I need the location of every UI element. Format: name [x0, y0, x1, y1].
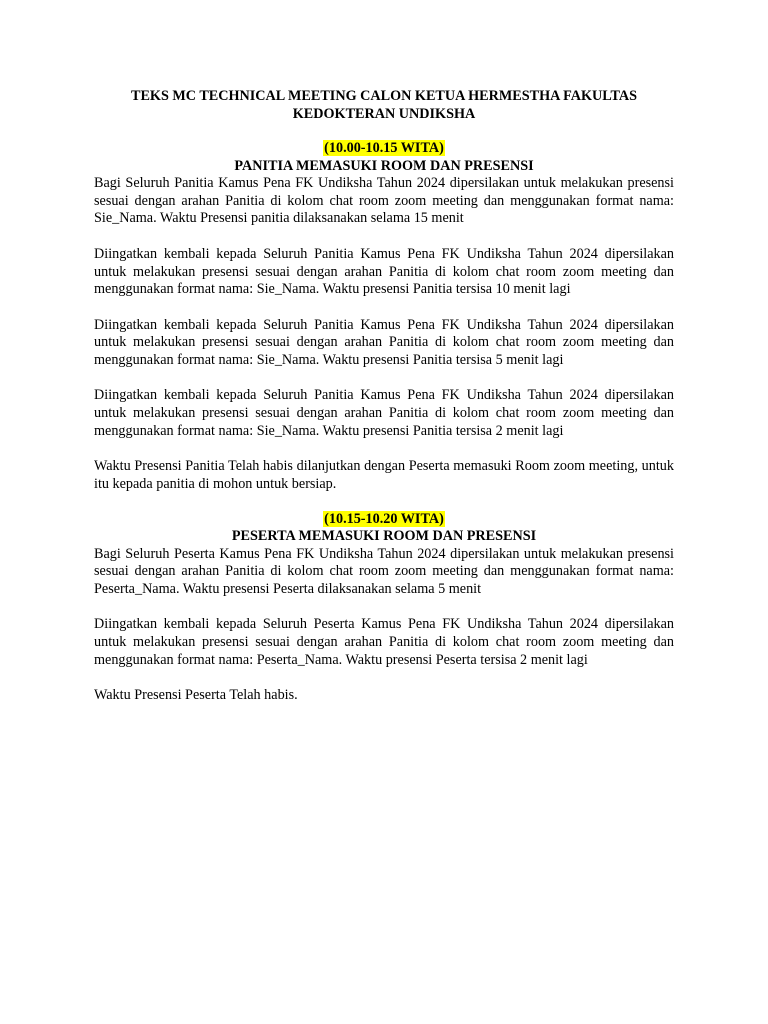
- paragraph: Diingatkan kembali kepada Seluruh Panitia Kamus Pena FK Undiksha Tahun 2024 dipersilakan untuk melakukan presensi sesuai dengan arahan Panitia di kolom chat room zoom meeting dan menggunakan format nama: Sie_Nama. Waktu presensi Panitia tersisa 10 menit lagi: [94, 245, 674, 298]
- section-heading: PESERTA MEMASUKI ROOM DAN PRESENSI: [231, 528, 537, 545]
- document-page: [94, 88, 674, 705]
- section-peserta: [94, 511, 674, 705]
- paragraph: Diingatkan kembali kepada Seluruh Panitia Kamus Pena FK Undiksha Tahun 2024 dipersilakan untuk melakukan presensi sesuai dengan arahan Panitia di kolom chat room zoom meeting dan menggunakan format nama: Sie_Nama. Waktu presensi Panitia tersisa 2 menit lagi: [94, 387, 674, 439]
- time-badge: (10.15-10.20 WITA): [324, 510, 444, 527]
- document-title: TEKS MC TECHNICAL MEETING CALON KETUA HERMESTHA FAKULTAS KEDOKTERAN UNDIKSHA: [131, 88, 637, 122]
- paragraph: Waktu Presensi Peserta Telah habis.: [94, 687, 298, 704]
- paragraph: Waktu Presensi Panitia Telah habis dilanjutkan dengan Peserta memasuki Room zoom meeting, untuk itu kepada panitia di mohon untuk bersiap.: [94, 458, 674, 492]
- paragraph: Bagi Seluruh Panitia Kamus Pena FK Undiksha Tahun 2024 dipersilakan untuk melakukan presensi sesuai dengan arahan Panitia di kolom chat room zoom meeting dan menggunakan format nama: Sie_Nama. Waktu Presensi panitia dilaksanakan selama 15 menit: [94, 175, 674, 227]
- time-badge: (10.00-10.15 WITA): [324, 140, 444, 156]
- paragraph: Diingatkan kembali kepada Seluruh Panitia Kamus Pena FK Undiksha Tahun 2024 dipersilakan untuk melakukan presensi sesuai dengan arahan Panitia di kolom chat room zoom meeting dan menggunakan format nama: Sie_Nama. Waktu presensi Panitia tersisa 5 menit lagi: [94, 316, 674, 368]
- section-heading: PANITIA MEMASUKI ROOM DAN PRESENSI: [234, 157, 534, 174]
- section-panitia: [94, 140, 674, 494]
- paragraph: Bagi Seluruh Peserta Kamus Pena FK Undiksha Tahun 2024 dipersilakan untuk melakukan presensi sesuai dengan arahan Panitia di kolom chat room zoom meeting dan menggunakan format nama: Peserta_Nama. Waktu presensi Peserta dilaksanakan selama 5 menit: [94, 545, 674, 597]
- paragraph: Diingatkan kembali kepada Seluruh Peserta Kamus Pena FK Undiksha Tahun 2024 dipersilakan untuk melakukan presensi sesuai dengan arahan Panitia di kolom chat room zoom meeting dan menggunakan format nama: Peserta_Nama. Waktu presensi Peserta tersisa 2 menit lagi: [94, 616, 674, 668]
